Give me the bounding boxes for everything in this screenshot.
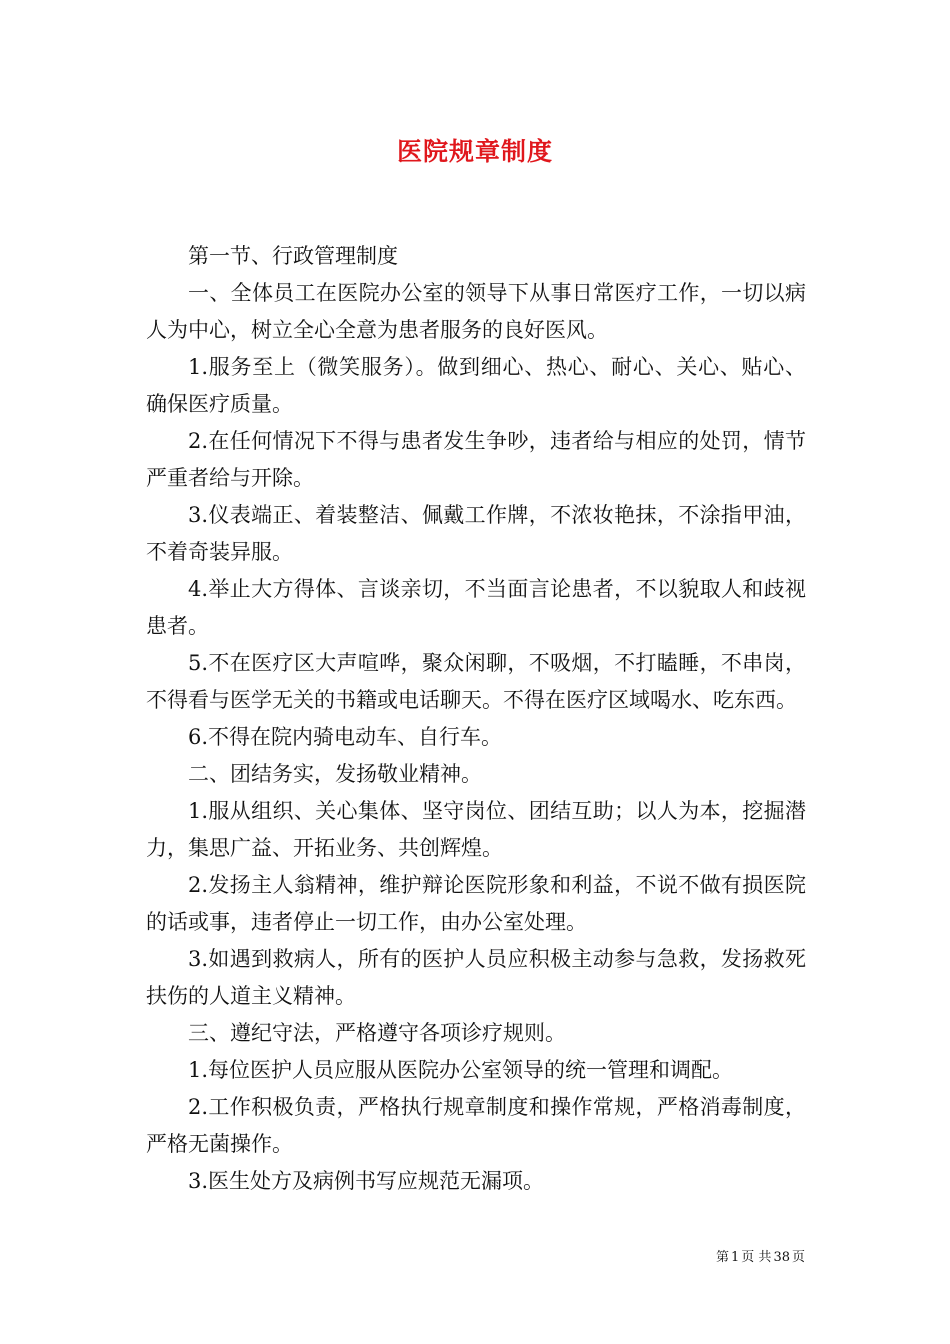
document-body bbox=[146, 238, 806, 1200]
paragraph: 3.如遇到救病人，所有的医护人员应积极主动参与急救，发扬救死扶伤的人道主义精神。 bbox=[146, 947, 806, 1008]
paragraph: 1.服务至上（微笑服务）。做到细心、热心、耐心、关心、贴心、确保医疗质量。 bbox=[146, 355, 806, 416]
document-title: 医院规章制度 bbox=[396, 137, 553, 166]
footer-suffix: 页 bbox=[791, 1250, 805, 1265]
paragraph: 3.医生处方及病例书写应规范无漏项。 bbox=[188, 1169, 545, 1193]
page-footer bbox=[0, 1246, 806, 1265]
footer-prefix: 第 bbox=[716, 1250, 730, 1265]
paragraph: 一、全体员工在医院办公室的领导下从事日常医疗工作，一切以病人为中心，树立全心全意为患者服务的良好医风。 bbox=[146, 281, 806, 342]
paragraph: 2.发扬主人翁精神，维护辩论医院形象和利益，不说不做有损医院的话或事，违者停止一切工作，由办公室处理。 bbox=[146, 873, 806, 934]
footer-page-number: 1 bbox=[731, 1250, 740, 1265]
paragraph: 2.工作积极负责，严格执行规章制度和操作常规，严格消毒制度，严格无菌操作。 bbox=[146, 1095, 806, 1156]
paragraph: 3.仪表端正、着装整洁、佩戴工作牌，不浓妆艳抹，不涂指甲油，不着奇装异服。 bbox=[146, 503, 806, 564]
paragraph: 1.服从组织、关心集体、坚守岗位、团结互助；以人为本，挖掘潜力，集思广益、开拓业务、共创辉煌。 bbox=[146, 799, 806, 860]
section-heading: 第一节、行政管理制度 bbox=[188, 244, 398, 268]
paragraph: 三、遵纪守法，严格遵守各项诊疗规则。 bbox=[188, 1021, 566, 1045]
paragraph: 二、团结务实，发扬敬业精神。 bbox=[188, 762, 482, 786]
paragraph: 1.每位医护人员应服从医院办公室领导的统一管理和调配。 bbox=[188, 1058, 734, 1082]
paragraph: 6.不得在院内骑电动车、自行车。 bbox=[188, 725, 503, 749]
paragraph: 2.在任何情况下不得与患者发生争吵，违者给与相应的处罚，情节严重者给与开除。 bbox=[146, 429, 806, 490]
footer-total-pages: 38 bbox=[773, 1250, 790, 1265]
footer-middle: 页 共 bbox=[741, 1250, 772, 1265]
paragraph: 4.举止大方得体、言谈亲切，不当面言论患者，不以貌取人和歧视患者。 bbox=[146, 577, 806, 638]
paragraph: 5.不在医疗区大声喧哗，聚众闲聊，不吸烟，不打瞌睡，不串岗，不得看与医学无关的书籍或电话聊天。不得在医疗区域喝水、吃东西。 bbox=[146, 651, 806, 712]
